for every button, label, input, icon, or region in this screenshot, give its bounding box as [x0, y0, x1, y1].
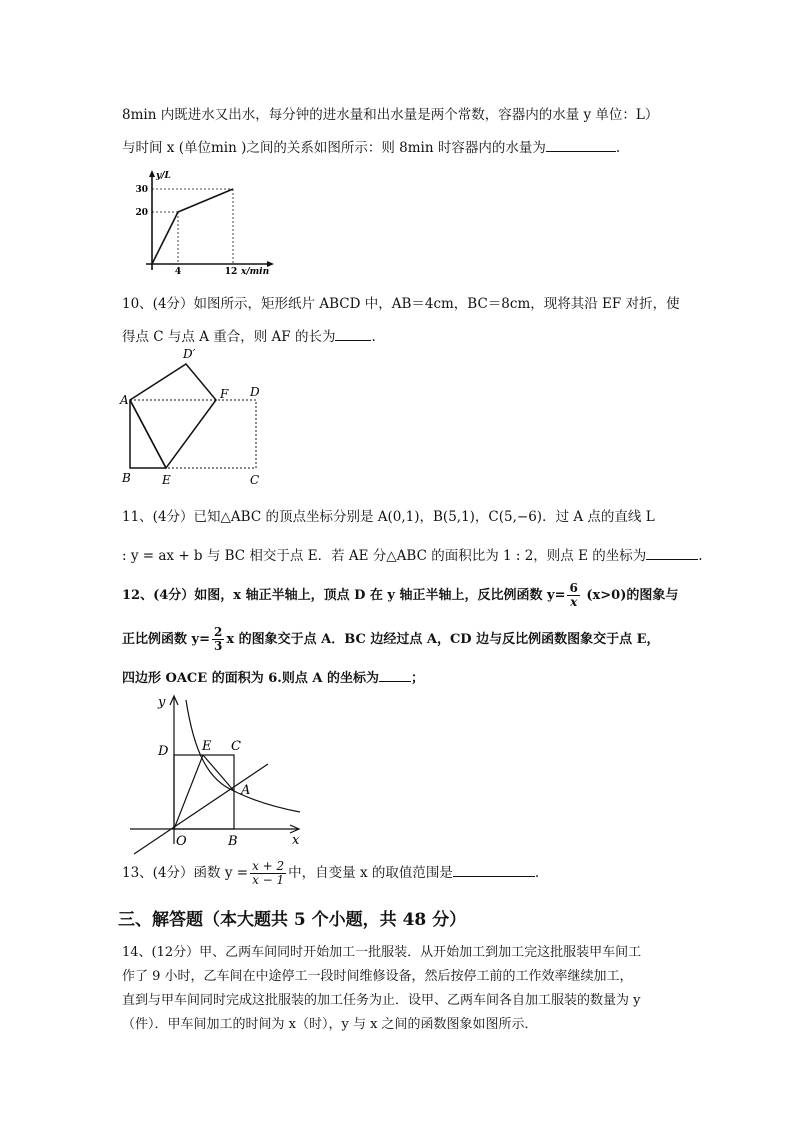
label-E: E [162, 473, 171, 487]
folded-rectangle-figure [118, 342, 268, 490]
q14-line3: 直到与甲车间同时完成这批服装的加工任务为止．设甲、乙两车间各自加工服装的数量为 y [122, 993, 641, 1008]
label-A: A [120, 393, 129, 407]
q9-line1: 8min 内既进水又出水，每分钟的进水量和出水量是两个常数，容器内的水量 y 单位：L） [122, 107, 659, 123]
segment-EA [203, 755, 234, 791]
y-tick-30: 30 [135, 185, 148, 195]
label-D: D [158, 744, 169, 759]
fraction-function: $\frac{x + 2}{x - 1}$ [252, 859, 285, 887]
water-volume-graph [128, 168, 278, 280]
y-tick-20: 20 [135, 208, 148, 218]
q12-line1: 12、(4分）如图，x 轴正半轴上，顶点 D 在 y 轴正半轴上，反比例函数 y= $\frac{6}{x}$ (x>0)的图象与 [122, 581, 679, 609]
section-heading: 三、解答题（本大题共 5 个小题，共 48 分） [118, 910, 467, 930]
q14-line1: 14、(12分）甲、乙两车间同时开始加工一批服装．从开始加工到加工完这批服装甲车间工 [122, 945, 642, 960]
answer-blank [335, 328, 371, 341]
proportional-line [134, 764, 268, 854]
label-x: x [292, 833, 300, 848]
q11-line2: : y = ax + b 与 BC 相交于点 E．若 AE 分△ABC 的面积比为 1 : 2，则点 E 的坐标为 . [122, 548, 703, 564]
answer-blank [646, 547, 698, 560]
dashed-rectangle [130, 400, 256, 468]
q12-line2: 正比例函数 y= $\frac{2}{3}$ x 的图象交于点 A．BC 边经过点 A，CD 边与反比例函数图象交于点 E， [122, 625, 660, 653]
answer-blank [453, 864, 535, 877]
label-O: O [176, 834, 187, 849]
q11-line1: 11、(4分）已知△ABC 的顶点坐标分别是 A(0,1)，B(5,1)，C(5,−6)．过 A 点的直线 L [122, 509, 655, 525]
label-F: F [220, 387, 229, 401]
hyperbola-figure [128, 692, 308, 854]
volume-line [152, 189, 233, 264]
label-C: C [250, 473, 260, 487]
fraction-6-over-x: $\frac{6}{x}$ [569, 581, 578, 609]
label-y: y [158, 695, 166, 710]
q10-line1: 10、(4分）如图所示，矩形纸片 ABCD 中，AB＝4cm，BC＝8cm，现将其沿 EF 对折，使 [122, 296, 680, 312]
label-D: D [250, 385, 260, 399]
x-tick-12: 12 [224, 267, 238, 277]
q10-line2: 得点 C 与点 A 重合，则 AF 的长为 . [122, 329, 376, 345]
fraction-2-over-3: $\frac{2}{3}$ [213, 625, 223, 653]
label-C: C [231, 739, 241, 754]
answer-blank [546, 139, 616, 152]
q13-line: 13、(4分）函数 y = $\frac{x + 2}{x - 1}$ 中，自变量 x 的取值范围是 . [122, 859, 540, 887]
q12-line3: 四边形 OACE 的面积为 6.则点 A 的坐标为 ； [122, 671, 424, 686]
segment-AE [130, 400, 166, 468]
folded-quad [130, 364, 216, 468]
q14-line2: 作了 9 小时，乙车间在中途停工一段时间维修设备，然后按停工前的工作效率继续加工， [122, 969, 633, 984]
q14-line4: （件）．甲车间加工的时间为 x（时），y 与 x 之间的函数图象如图所示． [122, 1017, 538, 1032]
y-axis-label: y/L [156, 171, 171, 181]
answer-blank [379, 669, 411, 682]
x-tick-4: 4 [174, 267, 182, 277]
q9-line2: 与时间 x (单位min )之间的关系如图所示：则 8min 时容器内的水量为 . [122, 140, 621, 156]
label-A: A [241, 783, 251, 798]
label-B: B [228, 834, 238, 849]
label-D-prime: D′ [183, 347, 196, 361]
y-axis-arrow [149, 170, 155, 177]
label-E: E [202, 739, 212, 754]
x-axis-label: x/min [241, 267, 270, 277]
label-B: B [122, 471, 131, 485]
rectangle-OBCD [174, 755, 234, 829]
